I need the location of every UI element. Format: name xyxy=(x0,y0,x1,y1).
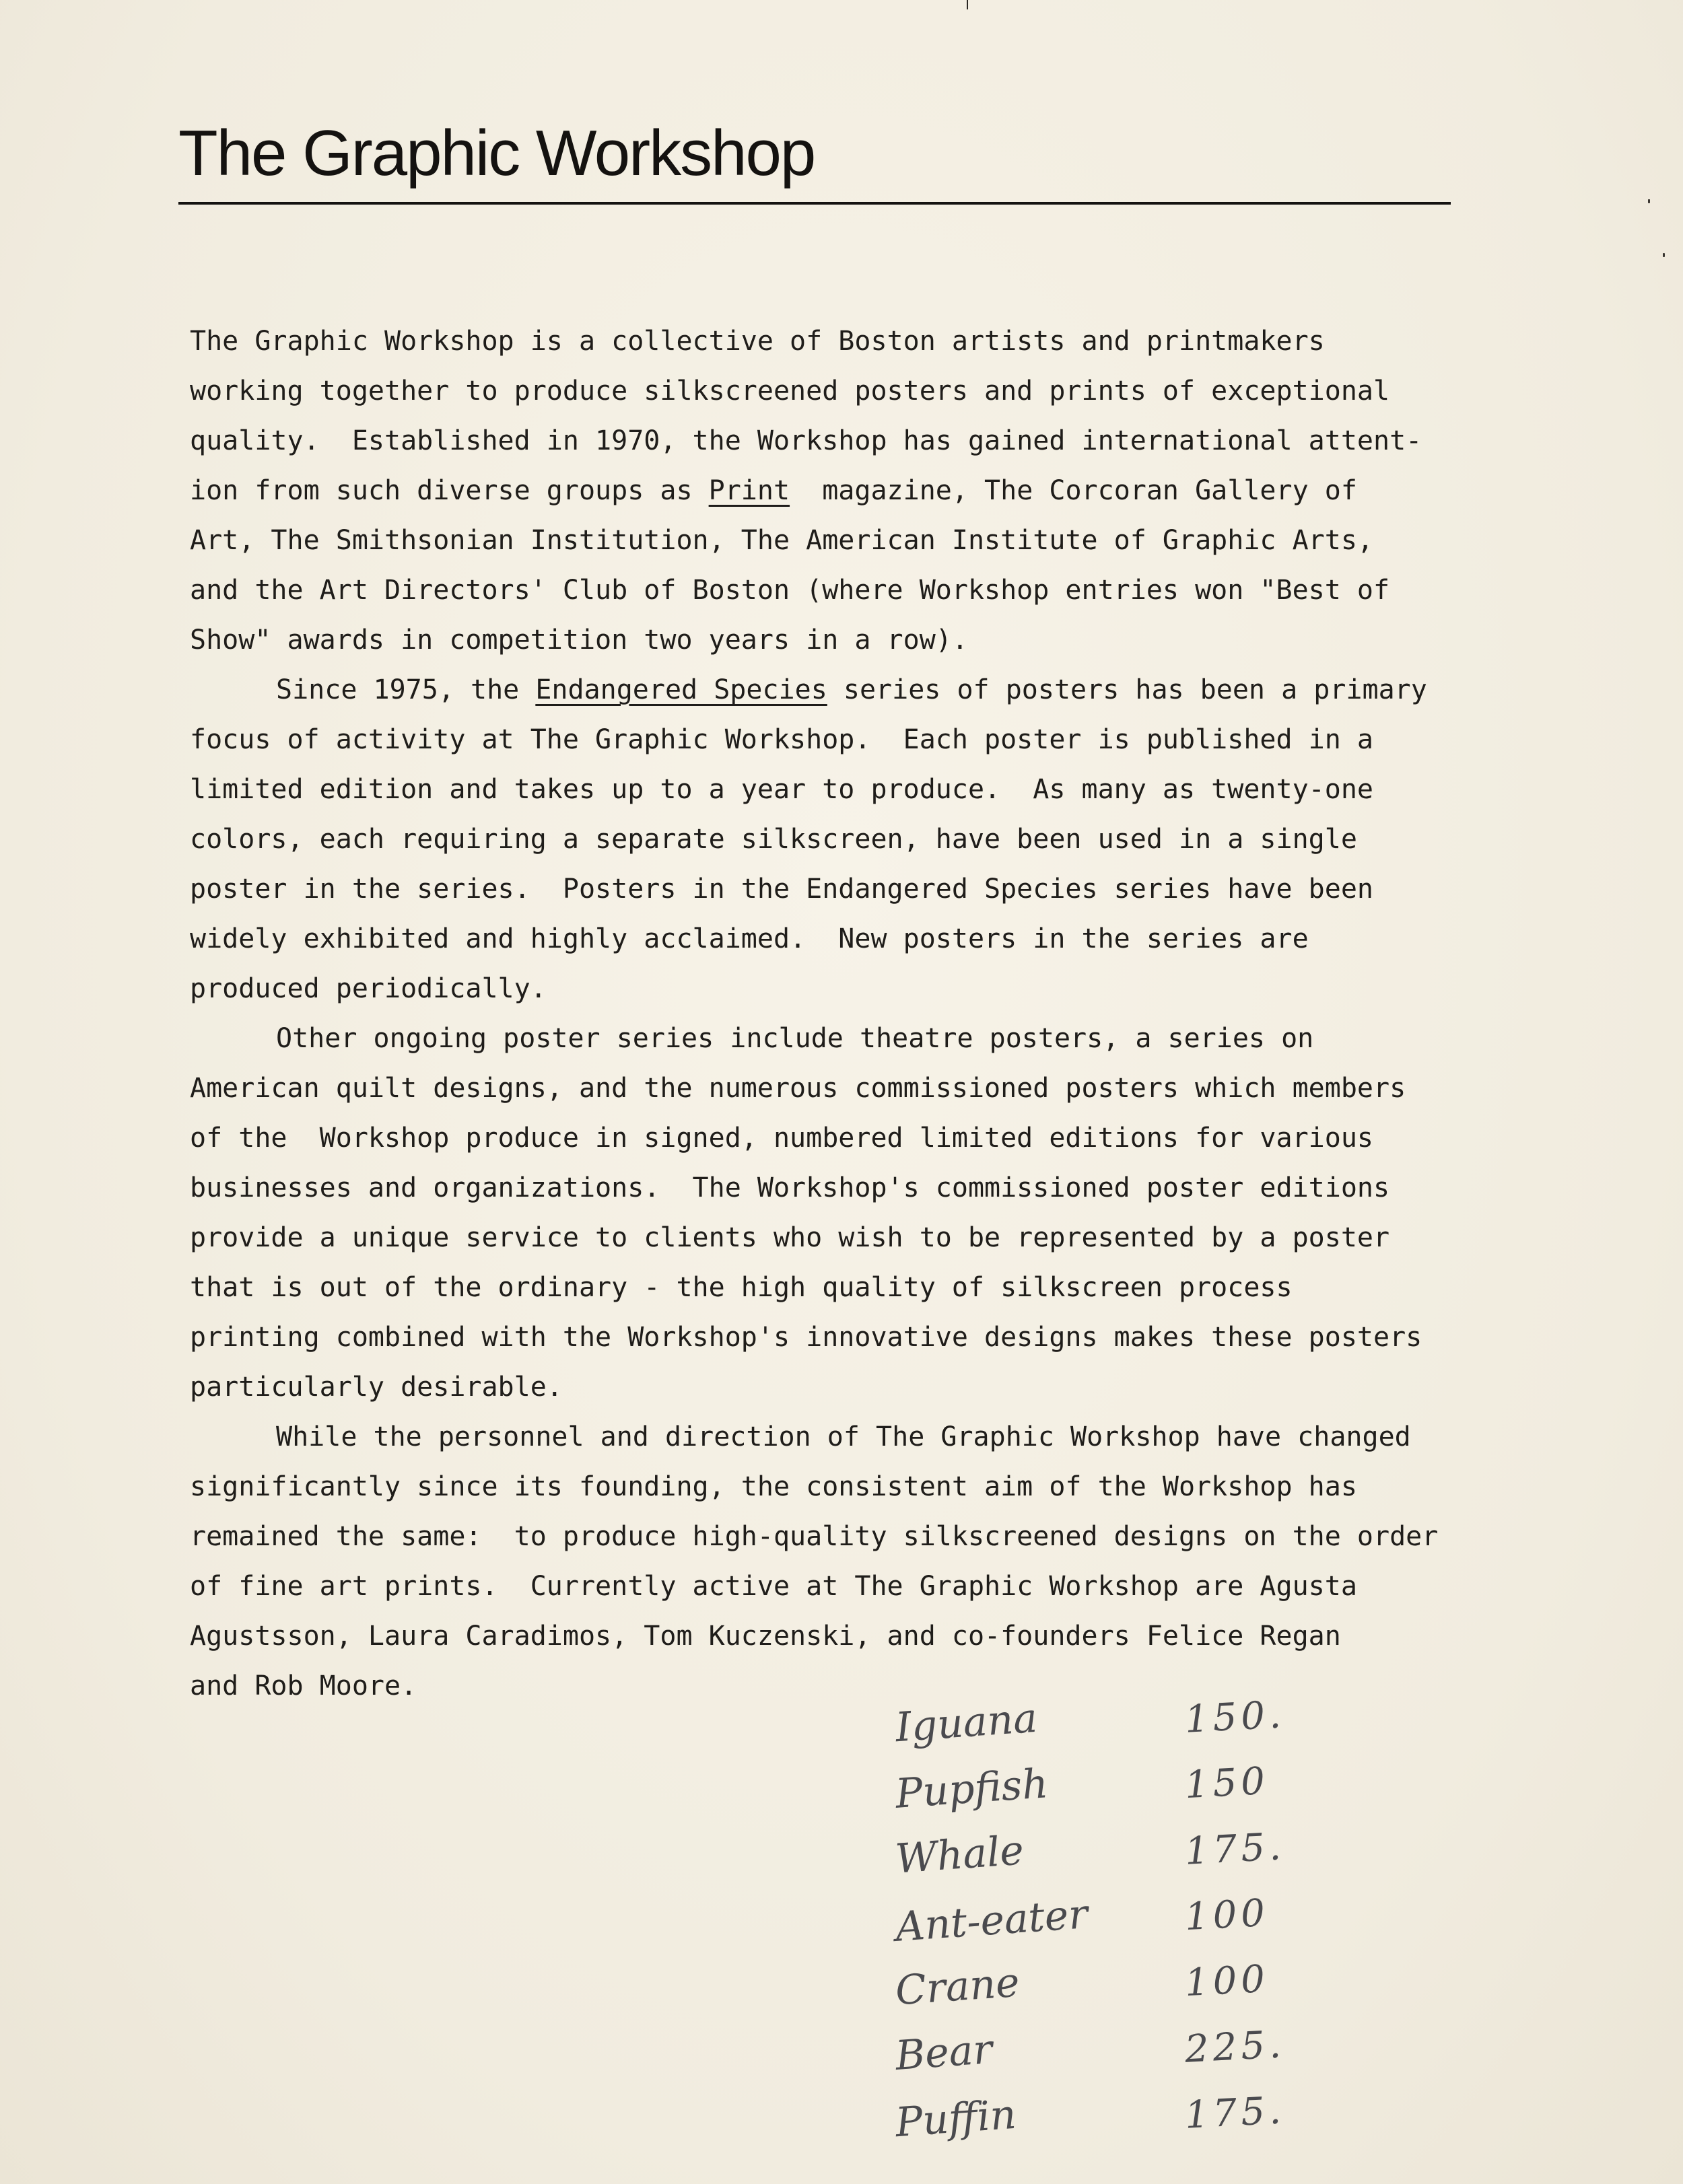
document-title: The Graphic Workshop xyxy=(178,117,815,189)
title-rule xyxy=(178,202,1451,205)
text-line: colors, each requiring a separate silkscreen, have been used in a single xyxy=(190,824,1357,855)
top-edge-mark xyxy=(967,0,968,9)
text-line: provide a unique service to clients who wish to be represented by a poster xyxy=(190,1222,1390,1253)
text-line: printing combined with the Workshop's innovative designs makes these posters xyxy=(190,1322,1422,1353)
text-line: and the Art Directors' Club of Boston (where Workshop entries won "Best of xyxy=(190,575,1390,606)
handwritten-item-name: Crane xyxy=(893,1959,1021,2015)
paragraph xyxy=(190,1014,1496,1412)
handwritten-item-price: 100 xyxy=(1183,1891,1270,1940)
text-segment: Since 1975, the xyxy=(276,674,536,705)
handwritten-item-name: Ant-eater xyxy=(893,1891,1090,1951)
handwritten-item-name: Puffin xyxy=(893,2090,1018,2147)
handwritten-item-price: 100 xyxy=(1183,1957,1270,2006)
text-line: poster in the series. Posters in the Endangered Species series have been xyxy=(190,874,1373,905)
handwritten-item-name: Bear xyxy=(893,2026,994,2080)
edge-speck xyxy=(1663,253,1665,257)
text-line: limited edition and takes up to a year to produce. As many as twenty-one xyxy=(190,774,1373,805)
paragraph xyxy=(190,665,1496,1014)
text-segment: ion from such diverse groups as xyxy=(190,475,709,506)
text-line: Other ongoing poster series include theatre posters, a series on xyxy=(276,1023,1314,1054)
text-line: Agustsson, Laura Caradimos, Tom Kuczenski, and co-founders Felice Regan xyxy=(190,1621,1341,1652)
handwritten-item-price: 150. xyxy=(1183,1693,1286,1742)
text-line: of the Workshop produce in signed, numbered limited editions for various xyxy=(190,1123,1373,1154)
text-line: The Graphic Workshop is a collective of Boston artists and printmakers xyxy=(190,326,1325,357)
text-line: quality. Established in 1970, the Workshop has gained international attent- xyxy=(190,425,1422,456)
text-line: produced periodically. xyxy=(190,973,547,1004)
paragraph xyxy=(190,1412,1496,1711)
handwritten-item-price: 150 xyxy=(1183,1759,1270,1808)
text-line: Show" awards in competition two years in a row). xyxy=(190,625,968,656)
text-segment: magazine, The Corcoran Gallery of xyxy=(790,475,1357,506)
handwritten-item-name: Pupfish xyxy=(893,1760,1050,1818)
document-body xyxy=(190,316,1496,1711)
text-line: Art, The Smithsonian Institution, The American Institute of Graphic Arts, xyxy=(190,525,1373,556)
handwritten-item-name: Iguana xyxy=(893,1694,1039,1752)
text-line: American quilt designs, and the numerous commissioned posters which members xyxy=(190,1073,1406,1104)
handwritten-item-name: Whale xyxy=(893,1827,1025,1883)
text-line: remained the same: to produce high-quality silkscreened designs on the order xyxy=(190,1521,1439,1552)
text-line: While the personnel and direction of The Graphic Workshop have changed xyxy=(276,1421,1411,1452)
text-line: and Rob Moore. xyxy=(190,1670,417,1701)
text-line: of fine art prints. Currently active at The Graphic Workshop are Agusta xyxy=(190,1571,1357,1602)
text-line: particularly desirable. xyxy=(190,1372,563,1403)
text-line: widely exhibited and highly acclaimed. New posters in the series are xyxy=(190,923,1309,954)
text-line xyxy=(190,466,1496,516)
underlined-title: Print xyxy=(708,475,790,506)
text-line: significantly since its founding, the consistent aim of the Workshop has xyxy=(190,1471,1357,1502)
text-line xyxy=(190,665,1496,715)
text-line: focus of activity at The Graphic Workshop. Each poster is published in a xyxy=(190,724,1373,755)
text-line: that is out of the ordinary - the high quality of silkscreen process xyxy=(190,1272,1293,1303)
text-segment: series of posters has been a primary xyxy=(827,674,1427,705)
underlined-title: Endangered Species xyxy=(535,674,827,705)
text-line: working together to produce silkscreened posters and prints of exceptional xyxy=(190,376,1390,407)
text-line: businesses and organizations. The Workshop's commissioned poster editions xyxy=(190,1172,1390,1203)
handwritten-item-price: 175. xyxy=(1183,1825,1286,1874)
paragraph xyxy=(190,316,1496,665)
handwritten-item-price: 225. xyxy=(1183,2022,1286,2072)
handwritten-item-price: 175. xyxy=(1183,2088,1286,2138)
edge-speck xyxy=(1648,199,1650,203)
